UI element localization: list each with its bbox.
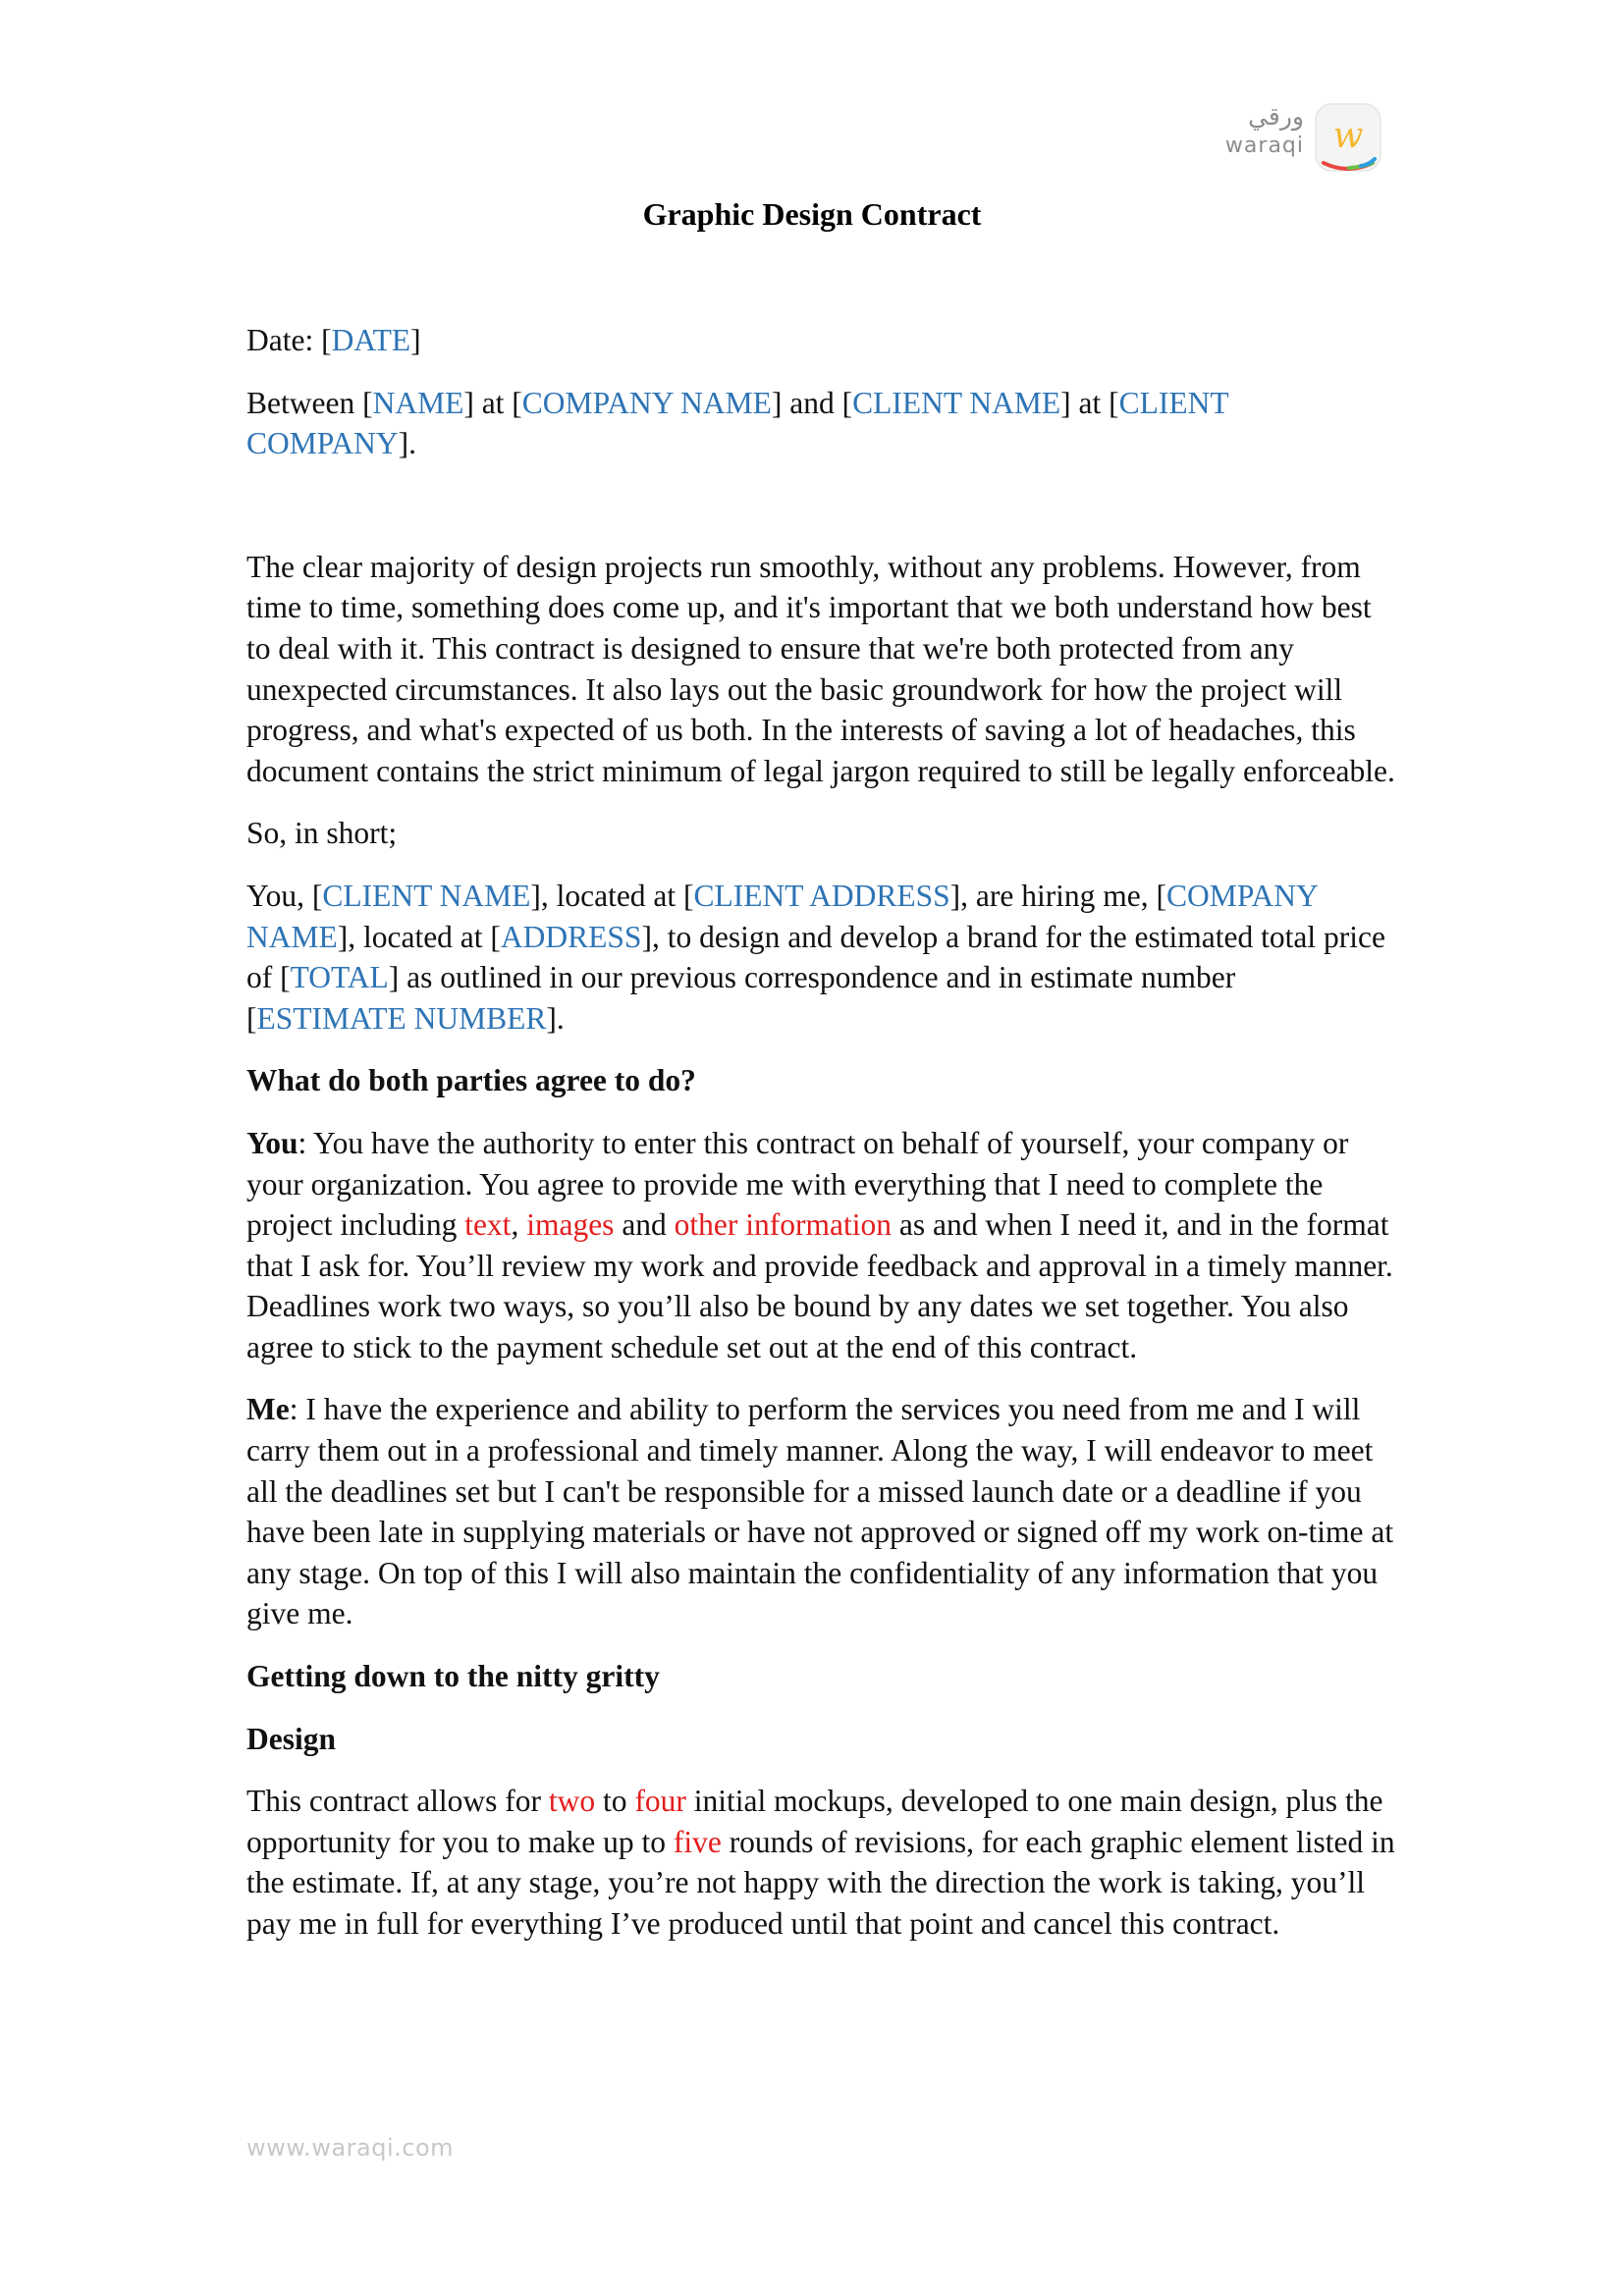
parties-line: Between [NAME] at [COMPANY NAME] and [CLIENT NAME] at [CLIENT COMPANY]. xyxy=(246,385,1229,461)
logo-latin: waraqi xyxy=(1224,133,1304,158)
logo-wordmark xyxy=(1214,100,1304,159)
client-address-placeholder: CLIENT ADDRESS xyxy=(693,878,950,913)
you-paragraph: You: You have the authority to enter this contract on behalf of yourself, your company or your organization. You agree to provide me with everything that I need to complete the project including text, images and other information as and when I need it, and in the format that I ask for. You’ll review my work and provide feedback and approval in a timely manner. Deadlines work two ways, so you’ll also be bound by any dates we set together. You also agree to stick to the payment schedule set out at the end of this contract. xyxy=(246,1125,1393,1364)
total-placeholder: TOTAL xyxy=(290,960,389,995)
client-name-placeholder: CLIENT NAME xyxy=(852,385,1061,420)
company-name-placeholder: COMPANY NAME xyxy=(521,385,772,420)
short-line: So, in short; xyxy=(246,816,398,851)
you-label: You xyxy=(246,1125,298,1160)
contract-body xyxy=(246,320,1395,1966)
highlight-other-information: other information xyxy=(674,1207,892,1243)
client-company-placeholder: CLIENT COMPANY xyxy=(246,385,1229,461)
client-name-placeholder: CLIENT NAME xyxy=(322,878,531,913)
design-paragraph: This contract allows for two to four initial mockups, developed to one main design, plus the opportunity for you to make up to five rounds of revisions, for each graphic element listed in the estimate. If, at any stage, you’re not happy with the direction the work is taking, you’ll pay me in full for everything I’ve produced until that point and cancel this contract. xyxy=(246,1784,1395,1941)
company-name-placeholder: COMPANY NAME xyxy=(246,878,1318,954)
highlight-five: five xyxy=(673,1824,722,1859)
highlight-two: two xyxy=(548,1784,596,1819)
date-placeholder: DATE xyxy=(331,323,411,357)
logo-arabic: ورقي xyxy=(1248,102,1304,131)
estimate-number-placeholder: ESTIMATE NUMBER xyxy=(256,1000,547,1036)
me-label: Me xyxy=(246,1392,290,1427)
me-paragraph: Me: I have the experience and ability to perform the services you need from me and I will carry them out in a professional and timely manner. Along the way, I will endeavor to meet all the deadlines set but I can't be responsible for a missed launch date or a deadline if you have been late in supplying materials or have not approved or signed off my work on-time at any stage. On top of this I will also maintain the confidentiality of any information that you give me. xyxy=(246,1392,1394,1631)
highlight-images: images xyxy=(526,1207,615,1243)
name-placeholder: NAME xyxy=(372,385,464,420)
logo-badge-icon xyxy=(1314,102,1382,175)
highlight-text: text xyxy=(464,1207,512,1243)
nitty-gritty-heading: Getting down to the nitty gritty xyxy=(246,1659,660,1694)
address-placeholder: ADDRESS xyxy=(500,919,642,954)
waraqi-logo xyxy=(1214,100,1386,179)
highlight-four: four xyxy=(634,1784,686,1819)
footer-website: www.waraqi.com xyxy=(246,2134,455,2162)
date-line: Date: [DATE] xyxy=(246,323,421,357)
design-heading: Design xyxy=(246,1721,337,1756)
svg-text:w: w xyxy=(1332,116,1364,156)
document-title: Graphic Design Contract xyxy=(642,196,982,232)
intro-paragraph: The clear majority of design projects run smoothly, without any problems. However, from time to time, something does come up, and it's important that we both understand how best to deal with it. This contract is designed to ensure that we're both protected from any unexpected circumstances. It also lays out the basic groundwork for how the project will progress, and what's expected of us both. In the interests of saving a lot of headaches, this document contains the strict minimum of legal jargon required to still be legally enforceable. xyxy=(246,549,1395,788)
agree-heading: What do both parties agree to do? xyxy=(246,1063,696,1098)
hiring-paragraph: You, [CLIENT NAME], located at [CLIENT ADDRESS], are hiring me, [COMPANY NAME], located at [ADDRESS], to design and develop a brand for the estimated total price of [TOTAL] as outlined in our previous correspondence and in estimate number [ESTIMATE NUMBER]. xyxy=(246,878,1385,1036)
